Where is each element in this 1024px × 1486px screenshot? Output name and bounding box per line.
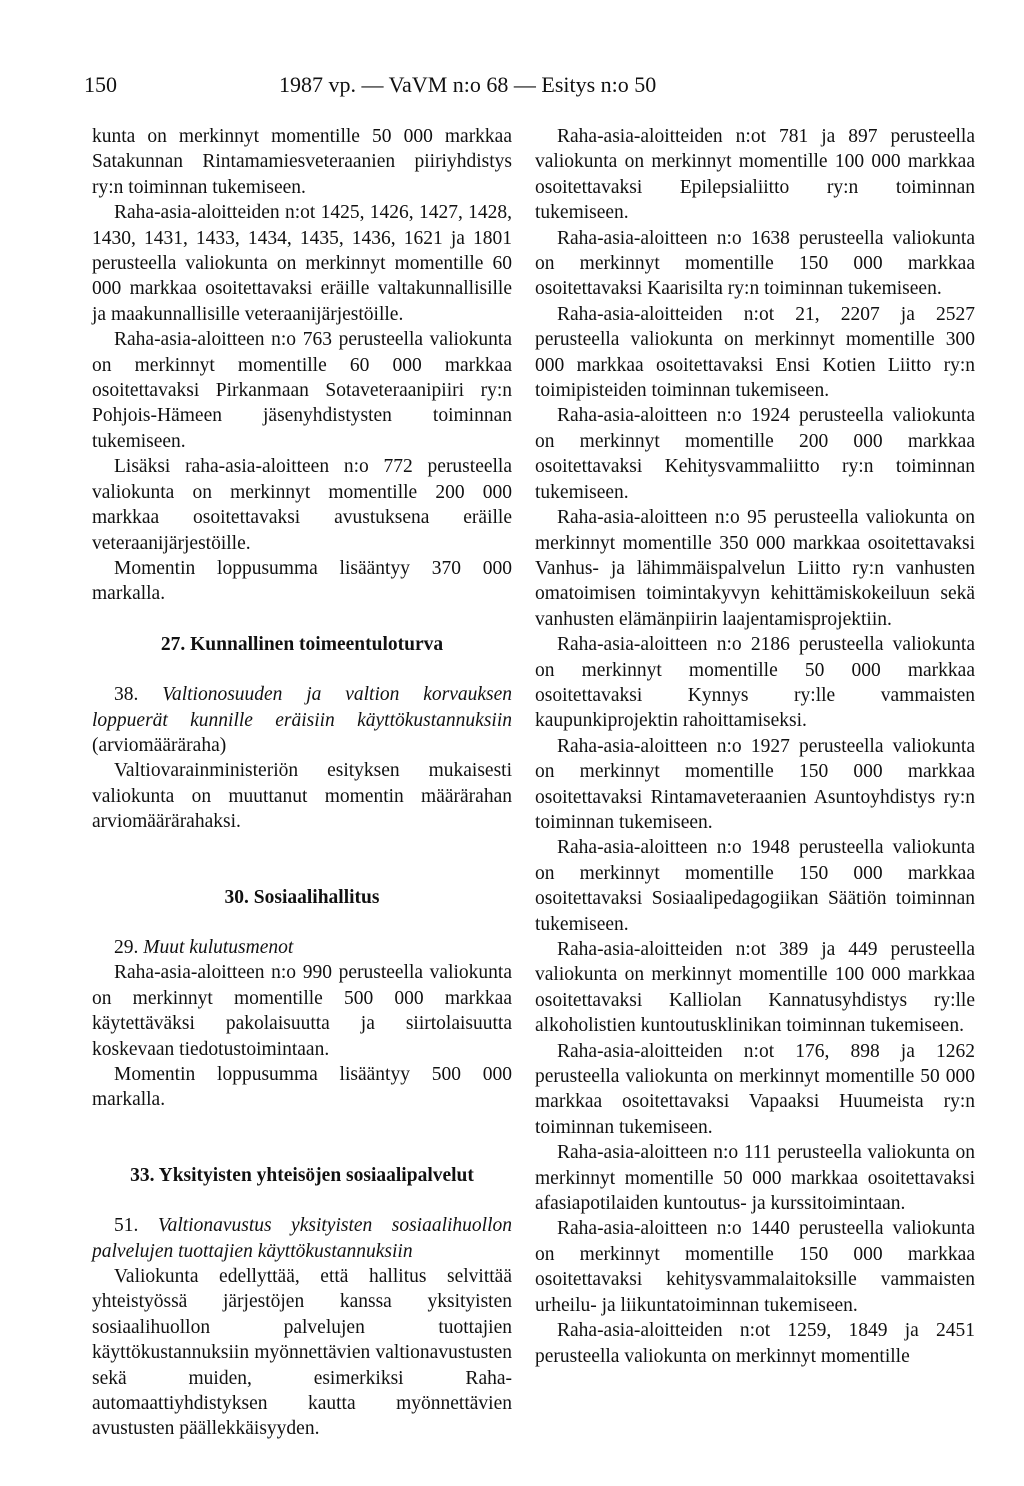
right-paragraph-13: Raha-asia-aloitteiden n:ot 1259, 1849 ja 2451 perusteella valiokunta on merkinnyt momentille [535,1320,975,1367]
left-paragraph-5: Momentin loppusumma lisääntyy 370 000 markalla. [92,557,512,605]
item-51-title: Valtionavustus yksityisten sosiaalihuollon palvelujen tuottajien käyttökustannuksiin [92,1215,512,1262]
right-paragraph-7: Raha-asia-aloitteen n:o 1927 perusteella valiokunta on merkinnyt momentille 150 000 markkaa osoitettavaksi Rintamaveteraanien Asuntoyhdistys ry:n toiminnan tukemiseen. [535,735,975,833]
item-38-number: 38. [114,684,139,706]
spacer [92,860,512,885]
section-heading-27: 27. Kunnallinen toimeentuloturva [160,633,444,655]
running-head: 1987 vp. — VaVM n:o 68 — Esitys n:o 50 [279,72,657,97]
item-29-number: 29. [114,936,139,958]
left-paragraph-2: Raha-asia-aloitteiden n:ot 1425, 1426, 1427, 1428, 1430, 1431, 1433, 1434, 1435, 1436, 1621 ja 1801 perusteella valiokunta on merkinnyt momentille 60 000 markkaa osoitettavaksi eräille valtakunnallisille ja maakunnallisille veteraanijärjestöille. [92,202,512,325]
left-paragraph-1: kunta on merkinnyt momentille 50 000 markkaa Satakunnan Rintamamiesveteraanien piiriyhdistys ry:n toiminnan tukemiseen. [92,126,512,198]
page-header [84,72,974,100]
right-column [535,124,975,1369]
right-paragraph-3: Raha-asia-aloitteiden n:ot 21, 2207 ja 2527 perusteella valiokunta on merkinnyt momentille 300 000 markkaa osoitettavaksi Ensi Kotien Liitto ry:n toimipisteiden toiminnan tukemiseen. [535,303,975,402]
right-paragraph-6: Raha-asia-aloitteen n:o 2186 perusteella valiokunta on merkinnyt momentille 50 000 markkaa osoitettavaksi Kynnys ry:lle vammaisten kaupunkiprojektin rahoittamiseksi. [535,634,975,732]
left-paragraph-9: Valiokunta edellyttää, että hallitus selvittää yhteistyössä järjestöjen kanssa yksityisten sosiaalihuollon palvelujen tuottajien käyttökustannuksiin myönnettävien valtionavustusten sekä muiden, esimerkiksi Raha-automaattiyhdistyksen kautta myönnettävien avustusten päällekkäisyyden. [92,1266,512,1440]
item-51-number: 51. [114,1215,139,1237]
left-paragraph-6: Valtiovarainministeriön esityksen mukaisesti valiokunta on muuttanut momentin määrärahan arviomäärärahaksi. [92,760,512,833]
item-38-title: Valtionosuuden ja valtion korvauksen loppuerät kunnille eräisiin käyttökustannuksiin [92,684,512,731]
item-51 [92,1213,512,1264]
right-paragraph-11: Raha-asia-aloitteen n:o 111 perusteella valiokunta on merkinnyt momentille 50 000 markkaa osoitettavaksi afasiapotilaiden kuntoutus- ja kurssitoimintaan. [535,1142,975,1215]
spacer [92,607,512,632]
spacer [92,1188,512,1213]
item-38 [92,682,512,758]
left-paragraph-4: Lisäksi raha-asia-aloitteen n:o 772 perusteella valiokunta on merkinnyt momentille 200 000 markkaa osoitettavaksi avustuksena eräille veteraanijärjestöille. [92,456,512,554]
item-29 [92,935,512,960]
right-paragraph-5: Raha-asia-aloitteen n:o 95 perusteella valiokunta on merkinnyt momentille 350 000 markkaa osoitettavaksi Vanhus- ja lähimmäispalvelun Liitto ry:n vanhusten omatoimisen toimintakyvyn kehittämiskokeiluun sekä vanhusten elämänpiirin laajentamisprojektiin. [535,507,975,630]
left-paragraph-3: Raha-asia-aloitteen n:o 763 perusteella valiokunta on merkinnyt momentille 60 000 markkaa osoitettavaksi Pirkanmaan Sotaveteraanipiiri ry:n Pohjois-Hämeen jäsenyhdistysten toiminnan tukemiseen. [92,329,512,452]
spacer [92,1113,512,1138]
spacer [92,657,512,682]
item-38-tail: (arviomääräraha) [92,734,227,756]
right-paragraph-9: Raha-asia-aloitteiden n:ot 389 ja 449 perusteella valiokunta on merkinnyt momentille 100 000 markkaa osoitettavaksi Kalliolan Kannatusyhdistys ry:lle alkoholistien kuntoutusklinikan toiminnan tukemiseen. [535,939,975,1037]
section-heading-33: 33. Yksityisten yhteisöjen sosiaalipalvelut [130,1164,474,1186]
spacer [92,1138,512,1163]
spacer [92,835,512,860]
right-paragraph-1: Raha-asia-aloitteiden n:ot 781 ja 897 perusteella valiokunta on merkinnyt momentille 100 000 markkaa osoitettavaksi Epilepsialiitto ry:n toiminnan tukemiseen. [535,126,975,224]
right-paragraph-4: Raha-asia-aloitteen n:o 1924 perusteella valiokunta on merkinnyt momentille 200 000 markkaa osoitettavaksi Kehitysvammaliitto ry:n toiminnan tukemiseen. [535,405,975,503]
left-paragraph-8: Momentin loppusumma lisääntyy 500 000 markalla. [92,1064,512,1111]
left-column [92,124,512,1442]
page-number: 150 [84,72,117,97]
right-paragraph-8: Raha-asia-aloitteen n:o 1948 perusteella valiokunta on merkinnyt momentille 150 000 markkaa osoitettavaksi Sosiaalipedagogiikan Säätiön toiminnan tukemiseen. [535,837,975,935]
section-heading-30: 30. Sosiaalihallitus [224,886,380,908]
left-paragraph-7: Raha-asia-aloitteen n:o 990 perusteella valiokunta on merkinnyt momentille 500 000 markkaa käytettäväksi pakolaisuutta ja siirtolaisuutta koskevaan tiedotustoimintaan. [92,962,512,1060]
right-paragraph-10: Raha-asia-aloitteiden n:ot 176, 898 ja 1262 perusteella valiokunta on merkinnyt momentille 50 000 markkaa osoitettavaksi Vapaaksi Huumeista ry:n toiminnan tukemiseen. [535,1040,975,1138]
right-paragraph-12: Raha-asia-aloitteen n:o 1440 perusteella valiokunta on merkinnyt momentille 150 000 markkaa osoitettavaksi kehitysvammalaitoksille vammaisten urheilu- ja liikuntatoiminnan tukemiseen. [535,1218,975,1316]
spacer [92,910,512,935]
right-paragraph-2: Raha-asia-aloitteen n:o 1638 perusteella valiokunta on merkinnyt momentille 150 000 markkaa osoitettavaksi Kaarisilta ry:n toiminnan tukemiseen. [535,227,975,300]
item-29-title: Muut kulutusmenot [143,936,294,958]
